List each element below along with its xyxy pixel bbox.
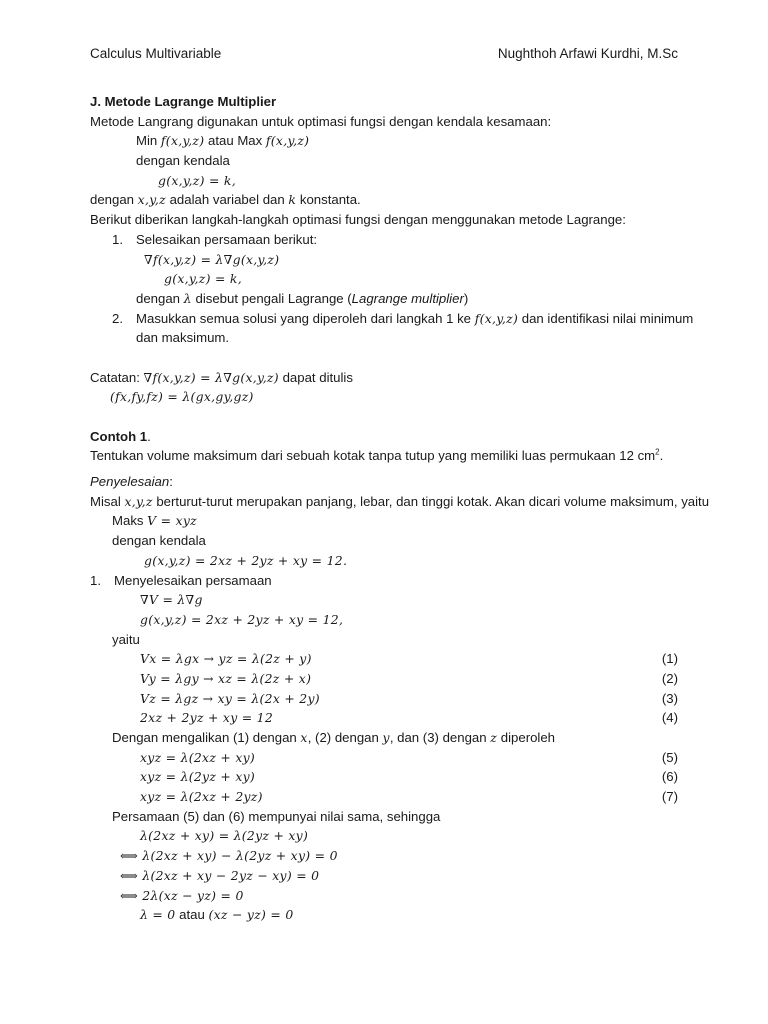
equation-tag: (7) [661,789,678,805]
multiply-line: Dengan mengalikan (1) dengan x, (2) dengan y, dan (3) dengan z diperoleh [112,730,556,745]
kendala-equation: g(x,y,z) = 2xz + 2yz + xy = 12. [144,552,348,568]
equation-7: xyz = λ(2xz + 2yz) (7) [90,787,678,807]
constraint-label: dengan kendala [136,153,230,169]
same-value-text: Persamaan (5) dan (6) mempunyai nilai sama, sehingga [112,808,441,824]
step-1: 1. Selesaikan persamaan berikut: [112,231,318,247]
equation-4: 2xz + 2yz + xy = 12 (4) [90,708,678,728]
equation-1: Vx = λgx → yz = λ(2z + y) (1) [90,649,678,669]
variables-line: dengan x,y,z adalah variabel dan k konstanta. [90,192,361,208]
derivation-1: λ(2xz + xy) = λ(2yz + xy) [140,828,309,844]
misal-line: Misal x,y,z berturut-turut merupakan panjang, lebar, dan tinggi kotak. Akan dicari volume maksimum, yaitu [90,493,710,509]
yaitu-label: yaitu [112,631,140,647]
equation-tag: (5) [661,749,678,765]
step-1-note: dengan λ disebut pengali Lagrange (Lagrange multiplier) [136,290,469,306]
equation-3: Vz = λgz → xy = λ(2x + 2y) (3) [90,689,678,709]
example-problem: Tentukan volume maksimum dari sebuah kotak tanpa tutup yang memiliki luas permukaan 12 $cm^2$. [90,447,664,464]
solution-step-1-eq-2: g(x,y,z) = 2xz + 2yz + xy = 12, [140,611,344,627]
derivation-3: ⟺ λ(2xz + xy − 2yz − xy) = 0 [120,867,320,883]
equation-tag: (6) [661,769,678,785]
constraint-equation: g(x,y,z) = k, [158,172,236,188]
example-title: Contoh 1. [90,428,151,444]
equation-5: xyz = λ(2xz + xy) (5) [90,748,678,768]
note-equation: (fx,fy,fz) = λ(gx,gy,gz) [110,389,254,405]
maks-line: Maks V = xyz [112,513,197,529]
derivation-4: ⟺ 2λ(xz − yz) = 0 [120,887,244,903]
equation-tag: (3) [661,690,678,706]
step-1-equation-2: g(x,y,z) = k, [164,271,242,287]
note-line: Catatan: ∇f(x,y,z) = λ∇g(x,y,z) dapat ditulis [90,369,353,385]
steps-intro: Berikut diberikan langkah-langkah optimasi fungsi dengan menggunakan metode Lagrange: [90,212,626,228]
step-2-continuation: dan maksimum. [136,330,230,346]
equation-tag: (4) [661,710,678,726]
derivation-2: ⟺ λ(2xz + xy) − λ(2yz + xy) = 0 [120,848,338,864]
header-right: Nughthoh Arfawi Kurdhi, M.Sc [497,46,678,61]
equation-6: xyz = λ(2yz + xy) (6) [90,767,678,787]
header-left: Calculus Multivariable [90,46,222,61]
minmax-line: Min f(x,y,z) atau Max f(x,y,z) [136,133,310,149]
step-1-equation-1: ∇f(x,y,z) = λ∇g(x,y,z) [144,251,280,267]
solution-step-1-eq-1: ∇V = λ∇g [140,592,203,608]
document-body [90,92,710,925]
step-2: 2. Masukkan semua solusi yang diperoleh dari langkah 1 ke f(x,y,z) dan identifikasi nilai minimum [112,310,694,326]
solution-label: Penyelesaian: [90,474,173,490]
section-title: J. Metode Lagrange Multiplier [90,94,277,109]
intro-text: Metode Langrang digunakan untuk optimasi fungsi dengan kendala kesamaan: [90,113,552,129]
equation-tag: (2) [661,670,678,686]
kendala-label: dengan kendala [112,533,206,549]
solution-step-1: 1. Menyelesaikan persamaan [90,572,272,588]
equation-tag: (1) [661,651,678,667]
equation-2: Vy = λgy → xz = λ(2z + x) (2) [90,669,678,689]
derivation-5: λ = 0 atau (xz − yz) = 0 [140,907,294,923]
